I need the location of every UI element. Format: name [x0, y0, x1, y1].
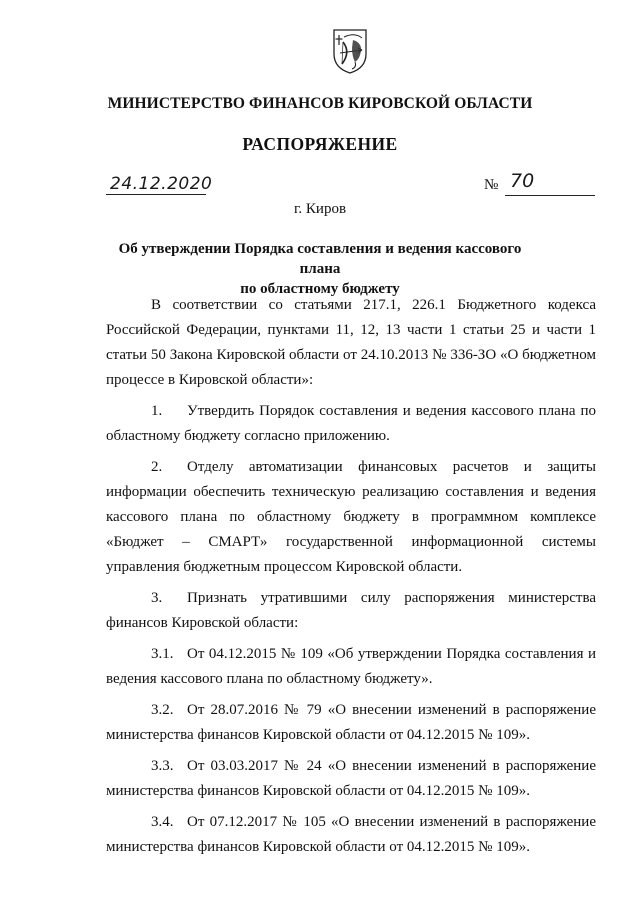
subclause-paragraph: [106, 754, 596, 804]
kirov-oblast-coat-of-arms-icon: [331, 28, 369, 74]
clause-paragraph: [106, 455, 596, 580]
paragraph-text: Утвердить Порядок составления и ведения кассового плана по областному бюджету согласно приложению.: [106, 403, 596, 444]
date-underline: [106, 194, 206, 195]
paragraph-text: От 03.03.2017 № 24 «О внесении изменений в распоряжение министерства финансов Кировской области от 04.12.2015 № 109».: [106, 758, 596, 799]
paragraph-text: Отделу автоматизации финансовых расчетов и защиты информации обеспечить техническую реализацию составления и ведения кассового плана по областному бюджету в программном комплексе «Бюджет – СМАРТ» государственной информационной системы управления бюджетным процессом Кировской области.: [106, 459, 596, 575]
document-type: РАСПОРЯЖЕНИЕ: [242, 134, 398, 154]
handwritten-number: 70: [510, 170, 535, 192]
handwritten-date: 24.12.2020: [110, 174, 213, 194]
title-line: по областному бюджету: [240, 281, 400, 297]
subclause-paragraph: [106, 642, 596, 692]
clause-number: 2.: [151, 459, 163, 475]
paragraph-text: От 04.12.2015 № 109 «Об утверждении Порядка составления и ведения кассового плана по областному бюджету».: [106, 646, 596, 687]
clause-paragraph: [106, 399, 596, 449]
subclause-paragraph: [106, 810, 596, 860]
clause-number: 3.1.: [151, 646, 174, 662]
number-underline: [505, 195, 595, 196]
paragraph-text: В соответствии со статьями 217.1, 226.1 Бюджетного кодекса Российской Федерации, пунктами 11, 12, 13 части 1 статьи 25 и части 1 статьи 50 Закона Кировской области от 24.10.2013 № 336-ЗО «О бюджетном процессе в Кировской области»:: [106, 297, 596, 388]
clause-number: 3.4.: [151, 814, 174, 830]
clause-number: 3.: [151, 590, 163, 606]
document-body: [106, 293, 596, 866]
document-title: [110, 239, 530, 299]
city: г. Киров: [293, 201, 347, 217]
subclause-paragraph: [106, 698, 596, 748]
preamble-paragraph: [106, 293, 596, 393]
ministry-name: МИНИСТЕРСТВО ФИНАНСОВ КИРОВСКОЙ ОБЛАСТИ: [107, 95, 533, 112]
paragraph-text: От 07.12.2017 № 105 «О внесении изменений в распоряжение министерства финансов Кировской области от 04.12.2015 № 109».: [106, 814, 596, 855]
paragraph-text: Признать утратившими силу распоряжения министерства финансов Кировской области:: [106, 590, 596, 631]
clause-number: 1.: [151, 403, 163, 419]
clause-number: 3.3.: [151, 758, 174, 774]
clause-paragraph: [106, 586, 596, 636]
paragraph-text: От 28.07.2016 № 79 «О внесении изменений в распоряжение министерства финансов Кировской области от 04.12.2015 № 109».: [106, 702, 596, 743]
title-line: Об утверждении Порядка составления и ведения кассового плана: [118, 241, 522, 277]
number-label: №: [484, 177, 499, 193]
clause-number: 3.2.: [151, 702, 174, 718]
